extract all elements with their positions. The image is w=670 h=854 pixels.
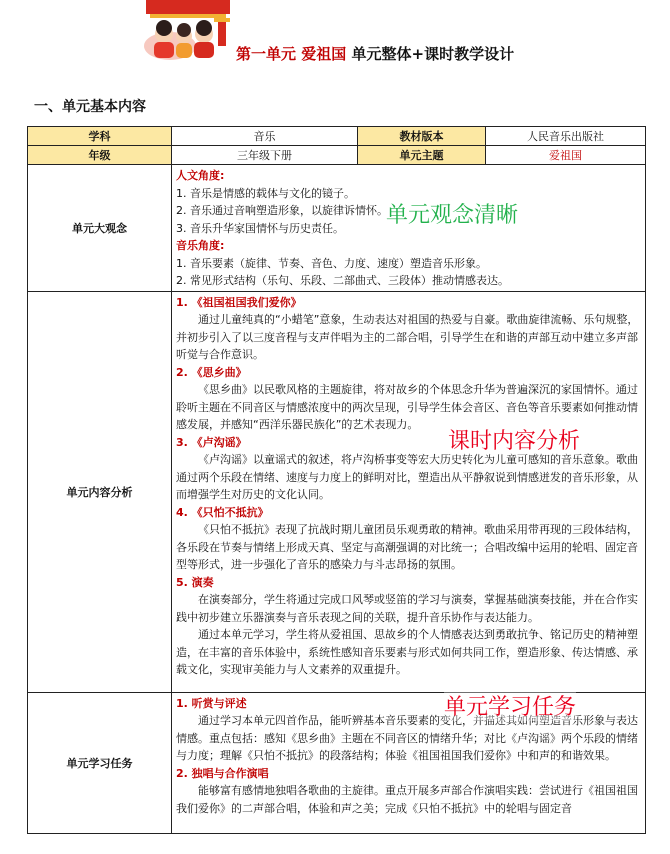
task-description: 通过学习本单元四首作品，能听辨基本音乐要素的变化，并描述其如何塑造音乐形象与表达情感。重点包括：感知《思乡曲》主题在不同音区的情绪升华；对比《卢沟谣》两个乐段的情绪与力度；理解《只怕不抵抗》的段落结构；体验《祖国祖国我们爱你》中和声的和谐效果。 xyxy=(176,714,638,762)
song-title: 3. 《卢沟谣》 xyxy=(176,435,247,449)
song-title: 2. 《思乡曲》 xyxy=(176,365,247,379)
watermark-learning-tasks: 单元学习任务 xyxy=(444,690,576,721)
list-item: 1. 音乐要素（旋律、节奏、音色、力度、速度）塑造音乐形象。 xyxy=(176,256,487,270)
content-analysis-content xyxy=(172,291,646,692)
table-row xyxy=(28,291,646,692)
subject-value: 音乐 xyxy=(172,127,358,146)
watermark-big-idea: 单元观念清晰 xyxy=(386,198,518,229)
performance-description: 在演奏部分，学生将通过完成口风琴或竖笛的学习与演奏，掌握基础演奏技能，并在合作实践中初步建立乐器演奏与音乐表现之间的关联，提升音乐协作与表达能力。 xyxy=(176,593,638,624)
performance-title: 5. 演奏 xyxy=(176,575,214,589)
table-row xyxy=(28,146,646,165)
subject-label: 学科 xyxy=(28,127,172,146)
task-title: 2. 独唱与合作演唱 xyxy=(176,766,269,780)
list-item: 2. 常见形式结构（乐句、乐段、二部曲式、三段体）推动情感表达。 xyxy=(176,274,509,287)
task-title: 1. 听赏与评述 xyxy=(176,696,247,710)
grade-value: 三年级下册 xyxy=(172,146,358,165)
festival-children-illustration xyxy=(140,0,236,62)
edition-label: 教材版本 xyxy=(358,127,486,146)
watermark-content-analysis: 课时内容分析 xyxy=(448,424,580,455)
song-description: 通过儿童纯真的“小蜡笔”意象，生动表达对祖国的热爱与自豪。歌曲旋律流畅、乐句规整，并初步引入了以三度音程与支声伴唱为主的二部合唱，引导学生在和谐的声部互动中建立多声部听觉与合作意识。 xyxy=(176,313,639,361)
title-unit: 第一单元 xyxy=(236,45,297,63)
section-heading: 一、单元基本内容 xyxy=(34,99,146,115)
song-title: 4. 《只怕不抵抗》 xyxy=(176,505,269,519)
big-idea-label: 单元大观念 xyxy=(28,165,172,292)
song-title: 1. 《祖国祖国我们爱你》 xyxy=(176,295,302,309)
title-rest: 单元整体+课时教学设计 xyxy=(351,45,515,63)
edition-value: 人民音乐出版社 xyxy=(486,127,646,146)
content-summary: 通过本单元学习，学生将从爱祖国、思故乡的个人情感表达到勇敢抗争、铭记历史的精神塑造，在丰富的音乐体验中，系统性感知音乐要素与形式如何共同工作，塑造形象、传达情感、承载文化，实现审美能力与人文素养的双重提升。 xyxy=(176,628,638,676)
document-title xyxy=(236,43,514,64)
title-theme: 爱祖国 xyxy=(301,45,347,63)
unit-content-table xyxy=(27,126,646,834)
learning-tasks-label: 单元学习任务 xyxy=(28,692,172,833)
song-description: 《卢沟谣》以童谣式的叙述，将卢沟桥事变等宏大历史转化为儿童可感知的音乐意象。歌曲通过两个乐段在情绪、速度与力度上的鲜明对比，塑造出从平静叙说到情感迸发的音乐形象，从而增强学生对历史的文化认同。 xyxy=(176,453,638,501)
humanities-title: 人文角度: xyxy=(176,169,225,182)
task-description: 能够富有感情地独唱各歌曲的主旋律。重点开展多声部合作演唱实践：尝试进行《祖国祖国我们爱你》的二声部合唱，体验和声之美；完成《只怕不抵抗》中的轮唱与固定音 xyxy=(176,784,638,815)
list-item: 1. 音乐是情感的载体与文化的镜子。 xyxy=(176,186,355,200)
song-description: 《思乡曲》以民歌风格的主题旋律，将对故乡的个体思念升华为普遍深沉的家国情怀。通过聆听主题在不同音区与情感浓度中的两次呈现，引导学生体会音区、音色等音乐要素如何推动情感发展，并感知“西洋乐器民族化”的艺术表现力。 xyxy=(176,383,638,431)
music-title: 音乐角度: xyxy=(176,239,225,252)
theme-label: 单元主题 xyxy=(358,146,486,165)
table-row xyxy=(28,127,646,146)
song-description: 《只怕不抵抗》表现了抗战时期儿童团员乐观勇敢的精神。歌曲采用带再现的三段体结构，各乐段在节奏与情绪上形成天真、坚定与高潮强调的对比统一；合唱改编中运用的轮唱、固定音型等形式，进一步强化了音乐的感染力与斗志昂扬的氛围。 xyxy=(176,523,638,571)
list-item: 3. 音乐升华家国情怀与历史责任。 xyxy=(176,221,344,235)
theme-value: 爱祖国 xyxy=(486,146,646,165)
table-row xyxy=(28,165,646,292)
list-item: 2. 音乐通过音响塑造形象，以旋律诉情怀。 xyxy=(176,204,388,217)
content-analysis-label: 单元内容分析 xyxy=(28,291,172,692)
page-header xyxy=(0,0,670,80)
grade-label: 年级 xyxy=(28,146,172,165)
